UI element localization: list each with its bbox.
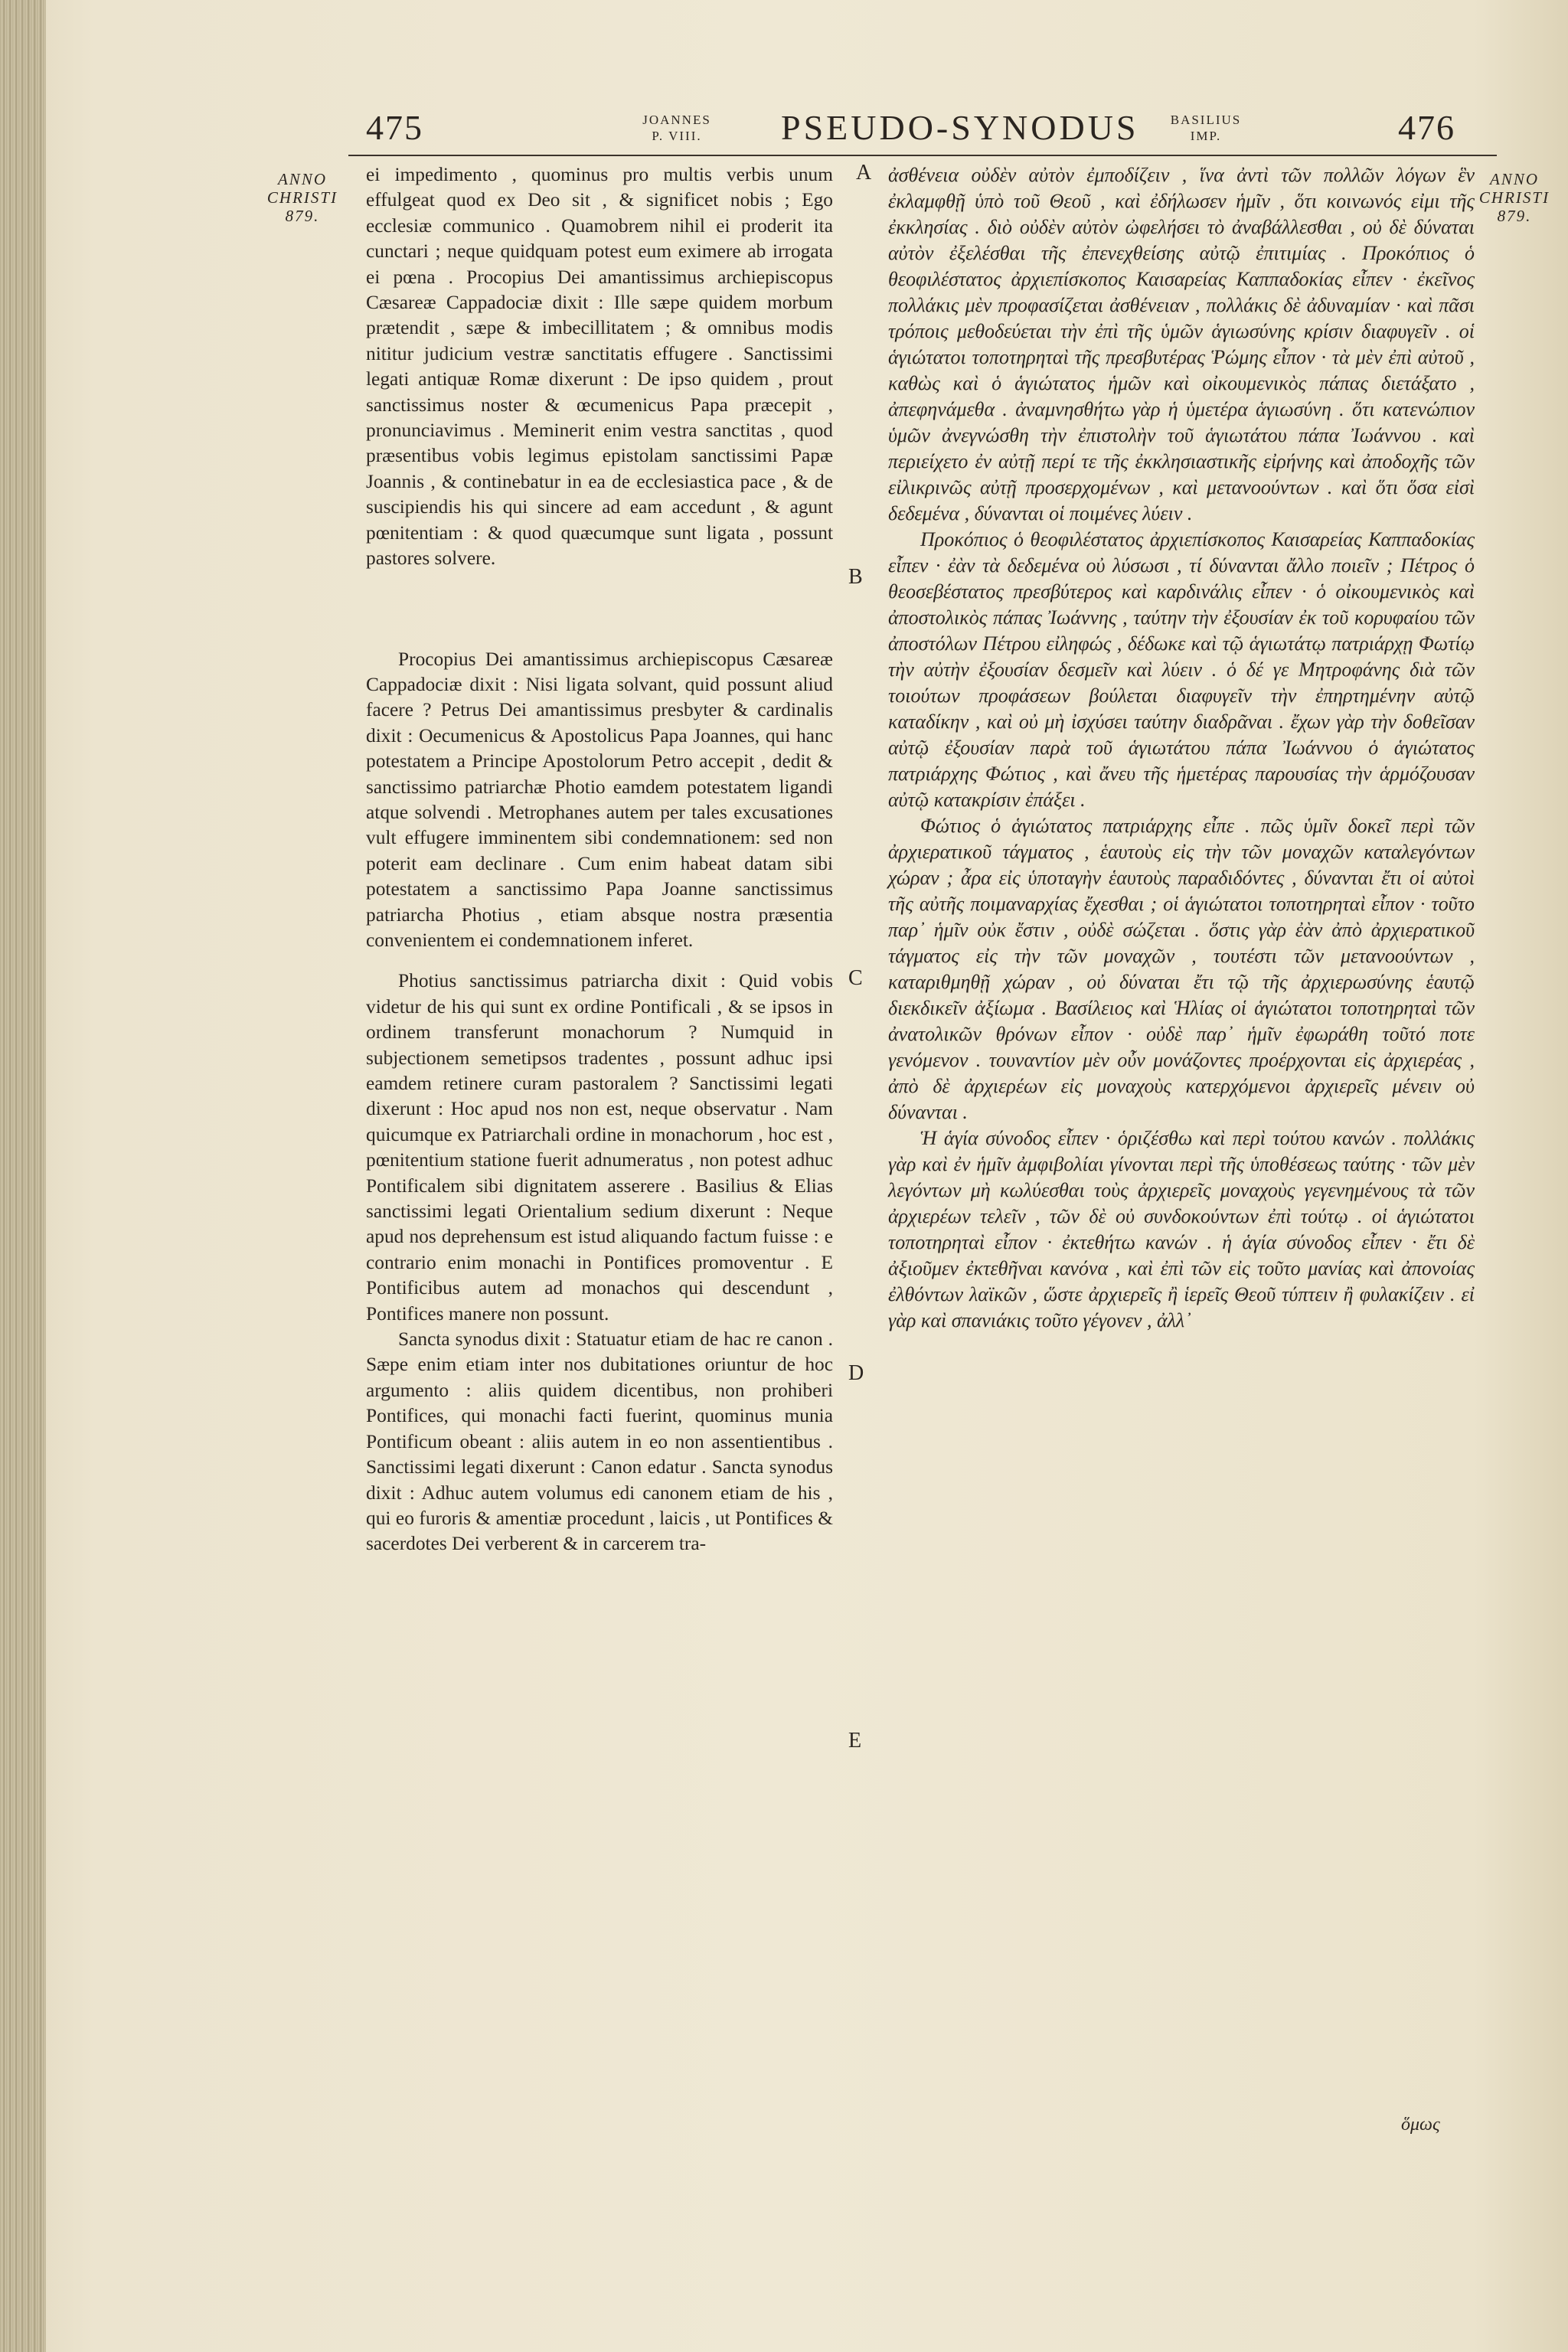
latin-paragraph-1: ei impedimento , quominus pro multis verbis unum effulgeat quod ex Deo sit , & significet nobis ; Ego ecclesiæ communico . Quamobrem nihil ei proderit ita cunctari ; neque quidquam potest eum eximere ab irrogata ei pœna . Procopius Dei amantissimus archiepiscopus Cæsareæ Cappadociæ dixit : Ille sæpe quidem morbum prætendit , sæpe & imbecillitatem ; & omnibus modis nititur judicium vestræ sanctitatis effugere . Sanctissimi legati antiquæ Romæ dixerunt : De ipso quidem , prout sanctissimus noster & œcumenicus Papa præcepit , pronunciavimus . Meminerit enim vestra sanctitas , quod præsentibus vobis legimus epistolam sanctissimi Papæ Joannis , & continebatur in ea de ecclesiastica pace , & de suscipiendis his qui sincere ad eam accedunt , & agunt pœnitentiam : & quod quæcumque sunt ligata , possunt pastores solvere. [366,164,833,570]
header-rule [348,155,1497,156]
margin-christi-right: CHRISTI [1478,188,1550,207]
latin-paragraph-3: Photius sanctissimus patriarcha dixit : Quid vobis videtur de his qui sunt ex ordine Pontificali , & se ipsos in ordinem transferunt monachorum ? Numquid in subjectionem semetipsos tradentes , possunt adhuc ipsi eamdem retinere curam pastoralem ? Sanctissimi legati dixerunt : Hoc apud nos non est, neque observatur . Nam quicumque ex Patriarchali ordine in monachorum , hoc est , pœnitentium statione fuerit adnumeratus , non potest adhuc Pontificalem sibi dignitatem asserere . Basilius & Elias sanctissimi legati Orientalium sedium dixerunt : Neque apud nos deprehensum est istud aliquando factum fuisse : e contrario enim monachi in Pontifices promoventur . E Pontificibus autem ad monachos qui descendunt , Pontifices manere non possunt. [366,970,833,1325]
latin-paragraph-4: Sancta synodus dixit : Statuatur etiam de hac re canon . Sæpe enim etiam inter nos dubitationes oriuntur de hoc argumento : aliis quidem dicentibus, non prohiberi Pontifices, qui monachi facti fuerint, quominus munia Pontificum obeant : aliis autem in eo non assentientibus . Sanctissimi legati dixerunt : Canon edatur . Sancta synodus dixit : Adhuc autem volumus edi canonem etiam de his , qui eo furoris & amentiæ procedunt , laicis , ut Pontifices & sacerdotes Dei verberent & in carcerem tra- [366,1328,833,1555]
margin-note-left [253,170,352,225]
page-edges [0,0,46,2352]
greek-paragraph-4: Ἡ ἁγία σύνοδος εἶπεν · ὁριζέσθω καὶ περὶ τούτου κανών . πολλάκις γὰρ καὶ ἐν ἡμῖν ἀμφιβολίαι γίνονται περὶ τῆς ὑποθέσεως ταύτης · τῶν μὲν λεγόντων μὴ κωλύεσθαι τοὺς ἀρχιερεῖς μοναχοὺς γεγενημένους τὰ τῶν ἀρχιερέων τελεῖν , τῶν δὲ οὐ συνδοκούντων ἐπὶ τούτῳ . οἱ ἁγιώτατοι τοποτηρηταὶ εἶπον · ἐκτεθήτω κανών . ἡ ἁγία σύνοδος εἶπεν · ἔτι δὲ ἀξιοῦμεν ἐκτεθῆναι κανόνα , καὶ ἐπὶ τῶν εἰς τοῦτο μανίας καὶ ἀπονοίας ἐλθόντων λαϊκῶν , ὥστε ἀρχιερεῖς ἢ ἱερεῖς Θεοῦ τύπτειν ἢ φυλακίζειν . εἰ γὰρ καὶ σπανιάκις τοῦτο γέγονεν , ἀλλ᾽ [888,1127,1475,1331]
catchword: ὅμως [1401,2115,1440,2135]
latin-column [366,162,833,1557]
running-head-right-name: BASILIUS [1170,113,1242,127]
margin-note-right [1468,170,1560,225]
paragraph-gap [366,572,833,647]
greek-paragraph-1: ἀσθένεια οὐδὲν αὐτὸν ἐμποδίζειν , ἵνα ἀντὶ τῶν πολλῶν λόγων ἓν ἐκλαμφθῇ ὑπὸ τοῦ Θεοῦ , καὶ ἐδήλωσεν ἡμῖν , ὅτι κοινωνός εἰμι τῆς ἐκκλησίας . διὸ οὐδὲν αὐτὸν ὠφελήσει τὸ ἀναβάλλεσθαι , οὐ δὲ δύναται αὐτὸν ἐξελέσθαι τῆς ἐπενεχθείσης αὐτῷ ἐπιτιμίας . Προκόπιος ὁ θεοφιλέστατος ἀρχιεπίσκοπος Καισαρείας Καππαδοκίας εἶπεν · ἐκεῖνος πολλάκις μὲν προφασίζεται ἀσθένειαν , πολλάκις δὲ ἀδυναμίαν · καὶ πᾶσι τρόποις μεθοδεύεται τὴν ἐπὶ τῆς ὑμῶν ἁγιωσύνης κρίσιν διαφυγεῖν . οἱ ἁγιώτατοι τοποτηρηταὶ τῆς πρεσβυτέρας Ῥώμης εἶπον · τὰ μὲν ἐπὶ αὐτοῦ , καθὼς καὶ ὁ ἁγιώτατος ἡμῶν καὶ οἰκουμενικὸς πάπας διετάξατο , ἀπεφηνάμεθα . ἀναμνησθήτω γὰρ ἡ ὑμετέρα ἁγιωσύνη . ὅτι κατενώπιον ὑμῶν ἀνεγνώσθη τὴν ἐπιστολὴν τοῦ ἁγιωτάτου πάπα Ἰωάννου . καὶ περιείχετο ἐν αὐτῇ περί τε τῆς ἐκκλησιαστικῆς εἰρήνης καὶ ἀποδοχῆς τῶν εἰλικρινῶς αὐτῇ προσερχομένων , καὶ μετανοούντων . καὶ ὅτι ὅσα εἰσὶ δεδεμένα , δύνανται οἱ ποιμένες λύειν . [888,164,1475,524]
running-head-left-name: JOANNES [642,113,711,127]
margin-christi-left: CHRISTI [266,188,338,207]
running-head-left-title: P. VIII. [652,129,702,143]
running-head-left [631,112,723,144]
section-letter-e: E [848,1729,862,1753]
greek-paragraph-2: Προκόπιος ὁ θεοφιλέστατος ἀρχιεπίσκοπος Καισαρείας Καππαδοκίας εἶπεν · ἐὰν τὰ δεδεμένα οὐ λύσωσι , τί δύνανται ἄλλο ποιεῖν ; Πέτρος ὁ θεοσεβέστατος πρεσβύτερος καὶ καρδινάλις εἶπεν · ὁ οἰκουμενικὸς καὶ ἀποστολικὸς πάπας Ἰωάννης , ταύτην τὴν ἐξουσίαν ἐκ τοῦ κορυφαίου τῶν ἀποστόλων Πέτρου εἰληφώς , δέδωκε καὶ τῷ ἁγιωτάτῳ πατριάρχῃ Φωτίῳ τὴν αὐτὴν ἐξουσίαν δεσμεῖν καὶ λύειν . ὁ δέ γε Μητροφάνης διὰ τῶν τοιούτων προφάσεων βούλεται διαφυγεῖν τὴν ἐπηρτημένην αὐτῷ καταδίκην , καὶ οὐ μὴ ἰσχύσει ταύτην διαδρᾶναι . ἔχων γὰρ τὴν δοθεῖσαν αὐτῷ ἐξουσίαν παρὰ τοῦ ἁγιωτάτου πάπα Ἰωάννου ὁ ἁγιώτατος πατριάρχης Φώτιος , καὶ ἄνευ τῆς ἡμετέρας παρουσίας τὴν ἁρμόζουσαν αὐτῷ κατακρίσιν ἐπάξει . [888,528,1475,811]
greek-paragraph-3: Φώτιος ὁ ἁγιώτατος πατριάρχης εἶπε . πῶς ὑμῖν δοκεῖ περὶ τῶν ἀρχιερατικοῦ τάγματος , ἑαυτοὺς εἰς τὴν τῶν μοναχῶν καταλεγόντων χώραν ; ἆρα εἰς ὑποταγὴν ἑαυτοὺς παραδιδόντες , δύνανται ἔτι οἱ αὐτοὶ τῆς αὐτῆς ποιμαναρχίας ἔχεσθαι ; οἱ ἁγιώτατοι τοποτηρηταὶ εἶπον · τοῦτο παρ᾽ ἡμῖν οὐκ ἔστιν , οὐδὲ σώζεται . ὅστις γὰρ ἐὰν ἀπὸ ἀρχιερατικοῦ τάγματος εἰς τὴν τῶν μοναχῶν , τουτέστι τῶν μετανοούντων , καταριθμηθῇ χώραν , οὐ δύναται ἔτι τῷ τῆς ἀρχιερωσύνης ἑαυτῷ διεκδικεῖν ἀξίωμα . Βασίλειος καὶ Ἡλίας οἱ ἁγιώτατοι τοποτηρηταὶ τῶν ἀνατολικῶν θρόνων εἶπον · οὐδὲ παρ᾽ ἡμῖν ἐφωράθη τοῦτό ποτε γενόμενον . τουναντίον μὲν οὖν μονάζοντες προέρχονται εἰς ἀρχιερέας , ἀπὸ δὲ ἀρχιερέων εἰς μοναχοὺς κατερχόμενοι ἀρχιερεῖς μένειν οὐ δύνανται . [888,815,1475,1123]
greek-column [888,162,1475,1334]
section-letter-a: A [856,161,872,185]
page-number-right: 476 [1398,108,1455,147]
running-title: PSEUDO-SYNODUS [781,108,1139,147]
margin-anno-right: ANNO [1489,170,1539,188]
paragraph-gap [366,953,833,969]
running-head-right-title: IMP. [1190,129,1222,143]
section-letter-b: B [848,565,863,589]
section-letter-d: D [848,1361,864,1385]
page-number-left: 475 [366,108,423,147]
margin-anno-left: ANNO [277,170,327,188]
latin-paragraph-2: Procopius Dei amantissimus archiepiscopus Cæsareæ Cappadociæ dixit : Nisi ligata solvant, quid possunt aliud facere ? Petrus Dei amantissimus presbyter & cardinalis dixit : Oecumenicus & Apostolicus Papa Joannes, qui hanc potestatem a Principe Apostolorum Petro accepit , dedit & sanctissimo patriarchæ Photio eamdem potestatem ligandi atque solvendi . Metrophanes autem per tales excusationes vult effugere imminentem sibi condemnationem: sed non poterit eam declinare . Cum enim habeat datam sibi potestatem a sanctissimo Papa Joanne sanctissimus patriarcha Photius , etiam absque nostra præsentia convenientem ei condemnationem inferet. [366,648,833,951]
running-head-right [1156,112,1256,144]
margin-year-left: 879. [285,207,320,225]
margin-year-right: 879. [1497,207,1532,225]
section-letter-c: C [848,966,863,990]
